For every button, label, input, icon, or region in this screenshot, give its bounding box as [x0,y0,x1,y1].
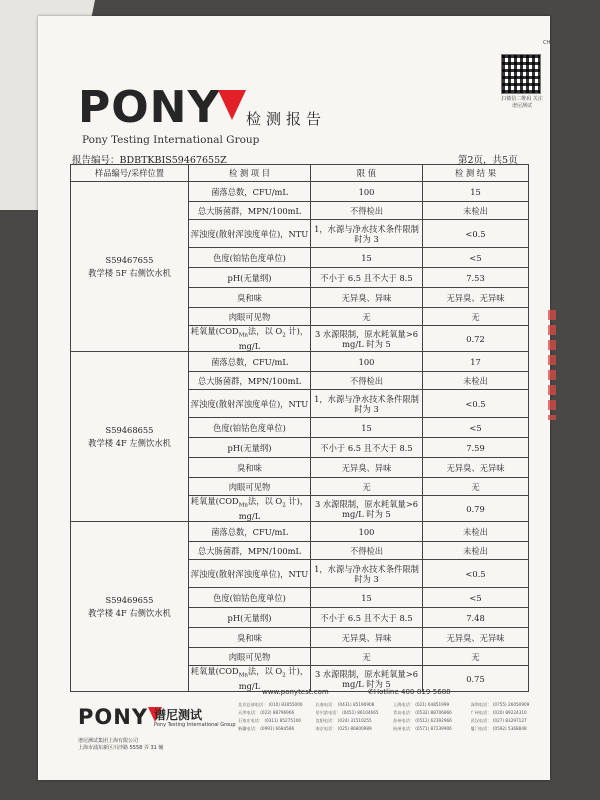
limit-cell: 无异臭、异味 [311,458,423,478]
branch-contacts [238,702,544,732]
item-cell: 总大肠菌群，MPN/100mL [189,542,311,560]
result-cell: <0.5 [423,560,529,588]
result-cell: 无 [423,308,529,326]
result-cell: <5 [423,418,529,438]
item-cell [189,496,311,522]
table-row [71,522,529,542]
contact-entry: 南京电话： (025) 86800989 [315,726,372,731]
header-result: 检 测 结 果 [423,165,529,182]
item-text-part: Mn [238,672,248,679]
red-seal-mark [548,310,556,420]
result-cell: 0.72 [423,326,529,352]
item-cell: 色度(铂钴色度单位) [189,588,311,608]
limit-cell: 15 [311,418,423,438]
contact-entry: 北京总部电话： (010) 83055000 [238,702,303,707]
limit-cell: 无异臭、异味 [311,628,423,648]
result-cell: <0.5 [423,220,529,248]
limit-cell: 100 [311,352,423,372]
result-cell: 17 [423,352,529,372]
result-cell: 15 [423,182,529,202]
results-table [70,164,529,692]
hotline: ✆Hotline 400-819-5688 [368,688,451,696]
limit-cell: 不小于 6.5 且不大于 8.5 [311,608,423,628]
item-cell: 总大肠菌群，MPN/100mL [189,372,311,390]
logo-subtitle: Pony Testing International Group [82,134,260,146]
qr-code-icon [501,54,541,94]
limit-cell: 15 [311,588,423,608]
item-cell: 菌落总数，CFU/mL [189,182,311,202]
phone-icon: ✆ [368,688,374,696]
sample-cell [71,522,189,692]
table-row [71,182,529,202]
page-info: 第2页，共5页 [458,155,518,166]
item-text-part: 耗氧量(COD [190,666,239,677]
limit-cell: 无 [311,478,423,496]
report-title: 检测报告 [246,110,327,128]
table-body [71,182,529,692]
item-text-part: 2 [282,502,286,509]
item-cell: 臭和味 [189,628,311,648]
limit-cell: 1，水源与净水技术条件限制时为 3 [311,390,423,418]
result-cell: 无异臭、无异味 [423,288,529,308]
item-text-part: Mn [238,332,248,339]
qr-code-label: CH [543,40,551,46]
item-cell: 浑浊度(散射浑浊度单位)，NTU [189,220,311,248]
header-limit: 限 值 [311,165,423,182]
sample-location: 教学楼 5F 右侧饮水机 [88,267,171,278]
contact-entry: 哈尔滨电话： (0451) 86104665 [315,710,379,715]
item-cell: pH(无量纲) [189,438,311,458]
item-cell: 菌落总数，CFU/mL [189,522,311,542]
sample-id: S59468655 [105,424,154,435]
result-cell: 7.59 [423,438,529,458]
sample-location: 教学楼 4F 右侧饮水机 [88,607,171,618]
item-text-part: 法，以 O [247,496,283,507]
item-cell: 肉眼可见物 [189,478,311,496]
contact-entry: 武汉电话： (027) 83297127 [470,718,527,723]
result-cell: 无 [423,478,529,496]
item-cell: 色度(铂钴色度单位) [189,248,311,268]
footer-cn-name: 谱尼测试 [154,708,203,722]
result-cell: 7.53 [423,268,529,288]
limit-cell: 100 [311,522,423,542]
limit-cell: 3 水源限制，原水耗氧量>6 mg/L 时为 5 [311,666,423,692]
sample-cell [71,182,189,352]
limit-cell: 无异臭、异味 [311,288,423,308]
limit-cell: 1，水源与净水技术条件限制时为 3 [311,220,423,248]
contact-entry: 上海电话： (021) 64851999 [393,702,450,707]
header-sample: 样品编号/采样位置 [71,165,189,182]
limit-cell: 无 [311,308,423,326]
contact-entry: 杭州电话： (0571) 87239906 [393,726,452,731]
item-text-part: 耗氧量(COD [190,326,239,337]
item-text-part: 法，以 O [247,326,283,337]
item-cell: 肉眼可见物 [189,308,311,326]
contact-entry: 石家庄电话： (0311) 85275100 [238,718,302,723]
limit-cell: 15 [311,248,423,268]
result-cell: 未检出 [423,202,529,220]
company-address: 上海市浦东新区川沙路 5558 弄 31 幢 [78,745,164,751]
item-cell: 总大肠菌群，MPN/100mL [189,202,311,220]
item-cell: pH(无量纲) [189,268,311,288]
contact-entry: 沈阳电话： (024) 31510255 [315,718,372,723]
limit-cell: 3 水源限制，原水耗氧量>6 mg/L 时为 5 [311,496,423,522]
contact-entry: 苏州电话： (0512) 62392966 [393,718,452,723]
contact-entry: 厦门电话： (0592) 5368848 [470,726,527,731]
contact-entry: 广州电话： (020) 89224310 [470,710,527,715]
sample-cell [71,352,189,522]
contact-entry: 天津电话： (022) 88796966 [238,710,295,715]
limit-cell: 100 [311,182,423,202]
limit-cell: 1，水源与净水技术条件限制时为 3 [311,560,423,588]
result-cell: 无 [423,648,529,666]
item-cell [189,326,311,352]
result-cell: 未检出 [423,522,529,542]
result-cell: 无异臭、无异味 [423,458,529,478]
item-text-part: 法，以 O [247,666,283,677]
item-cell: 浑浊度(散射浑浊度单位)，NTU [189,560,311,588]
result-cell: 0.75 [423,666,529,692]
limit-cell: 3 水源限制，原水耗氧量>6 mg/L 时为 5 [311,326,423,352]
item-text-part: 计)，mg/L [238,326,309,351]
result-cell: <5 [423,588,529,608]
item-text-part: 2 [282,672,286,679]
footer-company [78,738,163,752]
limit-cell: 无 [311,648,423,666]
logo-triangle-icon [218,90,246,120]
limit-cell: 不得检出 [311,202,423,220]
item-cell: 肉眼可见物 [189,648,311,666]
sample-location: 教学楼 4F 左侧饮水机 [88,437,171,448]
item-text-part: 2 [282,332,286,339]
limit-cell: 不得检出 [311,372,423,390]
limit-cell: 不小于 6.5 且不大于 8.5 [311,268,423,288]
item-text-part: 计)，mg/L [238,666,309,691]
item-cell: 菌落总数，CFU/mL [189,352,311,372]
item-cell: pH(无量纲) [189,608,311,628]
footer-logo: PONY [78,705,162,729]
item-cell: 臭和味 [189,458,311,478]
contact-entry: 深圳电话： (0755) 26050909 [470,702,530,707]
item-text-part: Mn [238,502,248,509]
contact-entry: 青岛电话： (0532) 88706866 [393,710,452,715]
item-text-part: 耗氧量(COD [190,496,239,507]
sample-id: S59467655 [105,254,154,265]
limit-cell: 不小于 6.5 且不大于 8.5 [311,438,423,458]
result-cell: 7.48 [423,608,529,628]
contact-entry: 长春电话： (0431) 85190908 [315,702,375,707]
item-cell: 浑浊度(散射浑浊度单位)，NTU [189,390,311,418]
result-cell: 未检出 [423,372,529,390]
qr-caption: 扫微信二维码 关注谱尼测试 [501,96,543,109]
website: www.ponytest.com [262,688,329,696]
pony-logo: PONY [78,86,246,130]
table-header-row [71,165,529,182]
result-cell: 未检出 [423,542,529,560]
contact-entry: 新疆电话： (0991) 6684586 [238,726,295,731]
item-cell: 色度(铂钴色度单位) [189,418,311,438]
sample-id: S59469655 [105,594,154,605]
result-cell: <5 [423,248,529,268]
result-cell: 无异臭、无异味 [423,628,529,648]
item-cell: 臭和味 [189,288,311,308]
table-row [71,352,529,372]
company-name: 谱尼测试集团上海有限公司 [78,738,139,744]
item-text-part: 计)，mg/L [238,496,309,521]
report-number: 报告编号：BDBTKBIS59467655Z [72,155,227,166]
limit-cell: 不得检出 [311,542,423,560]
result-cell: 0.79 [423,496,529,522]
header-item: 检 测 项 目 [189,165,311,182]
result-cell: <0.5 [423,390,529,418]
footer-en-name: Pony Testing International Group [154,722,236,728]
report-page [38,16,550,780]
